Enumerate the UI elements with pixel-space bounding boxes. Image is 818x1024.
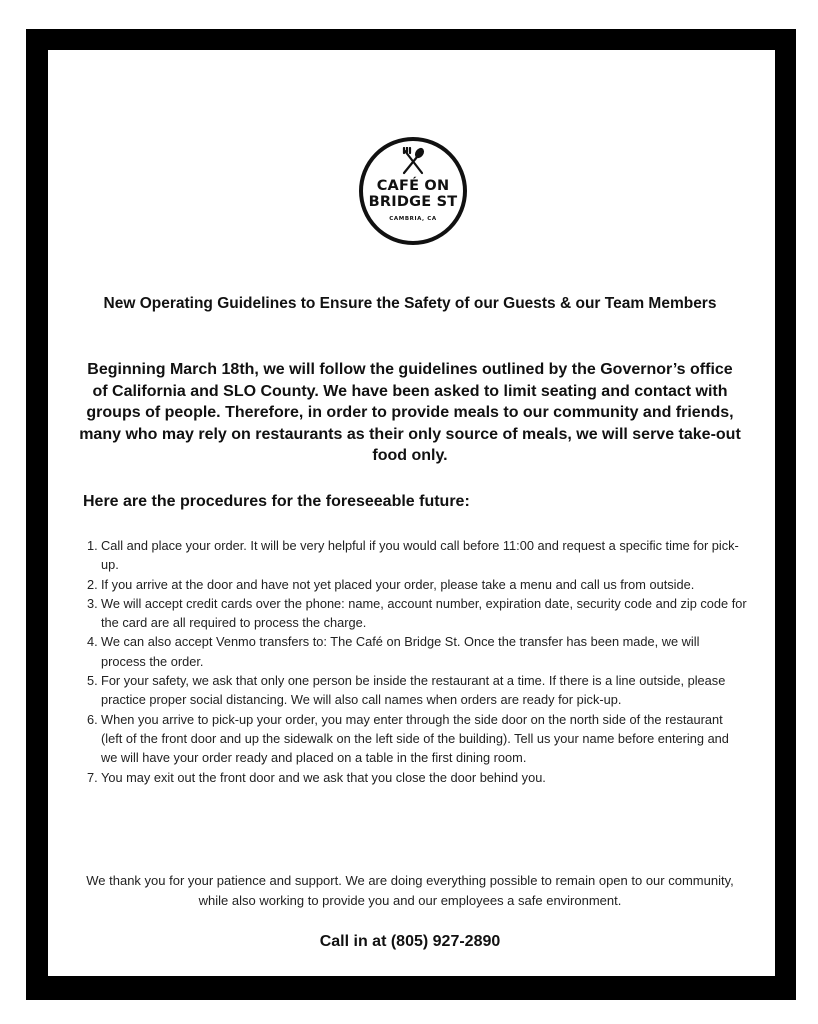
notice-title: New Operating Guidelines to Ensure the Safety of our Guests & our Team Members: [103, 295, 717, 312]
procedures-list: [85, 536, 747, 787]
item-text: We can also accept Venmo transfers to: The Café on Bridge St. Once the transfer has been made, we will process the order.: [101, 634, 700, 669]
logo-city: CAMBRIA, CA: [389, 216, 437, 222]
fork-spoon-icon: [401, 147, 425, 175]
item-text: For your safety, we ask that only one person be inside the restaurant at a time. If there is a line outside, please practice proper social distancing. We will also call names when orders are ready for pick-up.: [101, 673, 726, 708]
item-number: 1.: [87, 538, 98, 553]
item-number: 5.: [87, 673, 98, 689]
item-number: 2.: [87, 576, 98, 592]
item-text: If you arrive at the door and have not yet placed your order, please take a menu and call us from outside.: [101, 576, 695, 592]
logo-line-1: CAFÉ ON: [376, 178, 450, 194]
item-text: Call and place your order. It will be very helpful if you would call before 11:00 and request a specific time for pick-up.: [101, 538, 739, 573]
cafe-logo: [359, 137, 467, 245]
list-item: [85, 536, 747, 575]
item-text: We will accept credit cards over the phone: name, account number, expiration date, security code and zip code for the card are all required to process the charge.: [101, 595, 747, 631]
item-number: 6.: [87, 711, 98, 727]
procedures-heading: Here are the procedures for the foreseeable future:: [83, 493, 470, 510]
item-number: 7.: [87, 769, 98, 785]
thank-you-paragraph: We thank you for your patience and support. We are doing everything possible to remain open to our community, while also working to provide you and our employees a safe environment.: [86, 873, 734, 908]
list-item: [85, 768, 747, 787]
item-text: You may exit out the front door and we ask that you close the door behind you.: [101, 769, 546, 785]
list-item: [85, 594, 747, 633]
logo-line-2: BRIDGE ST: [368, 194, 458, 210]
list-item: [85, 575, 747, 594]
phone-callout: Call in at (805) 927-2890: [319, 933, 501, 950]
list-item: [85, 671, 747, 710]
item-number: 4.: [87, 634, 98, 650]
item-text: When you arrive to pick-up your order, you may enter through the side door on the north side of the restaurant (left of the front door and up the sidewalk on the left side of the building). Tell us your name before entering and we will have your order ready and placed on a table in the first dining room.: [101, 711, 729, 766]
list-item: [85, 632, 747, 671]
item-number: 3.: [87, 595, 98, 611]
list-item: [85, 710, 747, 768]
intro-paragraph: Beginning March 18th, we will follow the guidelines outlined by the Governor’s office of California and SLO County. We have been asked to limit seating and contact with groups of people. Therefore, in order to provide meals to our community and friends, many who may rely on restaurants as their only source of meals, we will serve take-out food only.: [79, 361, 741, 464]
